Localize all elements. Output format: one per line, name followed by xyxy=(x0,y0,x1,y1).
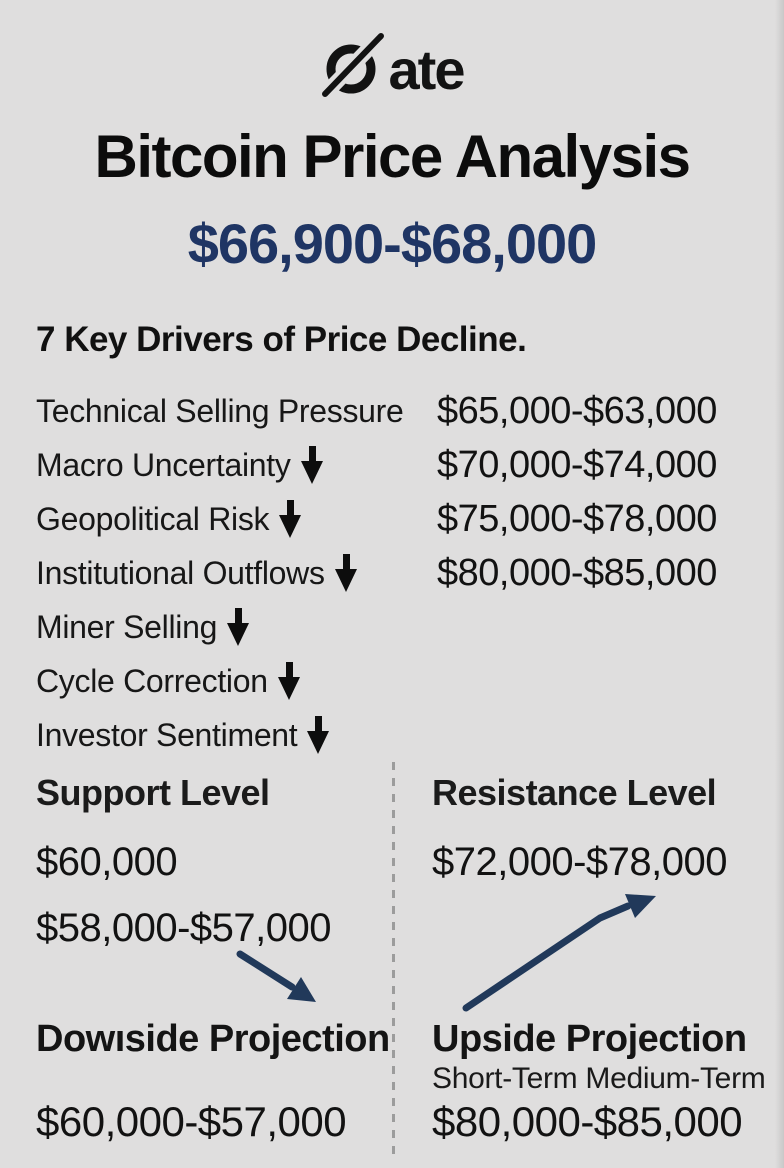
down-arrow-icon xyxy=(278,662,300,700)
down-arrow-icon xyxy=(301,446,323,484)
upside-projection-value: $80,000-$85,000 xyxy=(432,1098,743,1145)
driver-label: Cycle Correction xyxy=(36,662,268,699)
driver-price-range: $65,000-$63,000 xyxy=(437,390,717,432)
driver-label: Technical Selling Pressure xyxy=(36,392,404,429)
driver-row xyxy=(36,654,764,708)
driver-price-range: $75,000-$78,000 xyxy=(437,498,717,540)
drivers-list xyxy=(36,384,764,762)
resistance-level-range: $72,000-$78,000 xyxy=(432,840,727,884)
driver-row xyxy=(36,384,764,438)
driver-label: Geopolitical Risk xyxy=(36,500,270,537)
support-level-secondary: $58,000-$57,000 xyxy=(36,906,331,950)
downside-projection-title: Dowıside Projection xyxy=(36,1018,390,1060)
page-title: Bitcoin Price Analysis xyxy=(94,123,690,190)
downside-trend-arrow-icon xyxy=(232,946,324,1010)
support-level-primary: $60,000 xyxy=(36,840,178,884)
down-arrow-icon xyxy=(279,500,301,538)
driver-price-range: $70,000-$74,000 xyxy=(437,444,717,486)
driver-row xyxy=(36,546,764,600)
support-level-title: Support Level xyxy=(36,772,270,813)
driver-label: Macro Uncertainty xyxy=(36,446,291,483)
driver-row xyxy=(36,492,764,546)
driver-row xyxy=(36,600,764,654)
driver-row xyxy=(36,708,764,762)
driver-price-range: $80,000-$85,000 xyxy=(437,552,717,594)
down-arrow-icon xyxy=(307,716,329,754)
dashed-column-divider xyxy=(392,762,395,1160)
upside-trend-arrow-icon xyxy=(452,884,668,1014)
logo-wordmark: ate xyxy=(388,38,464,101)
price-range-subtitle: $66,900-$68,000 xyxy=(187,212,597,275)
gate-logo xyxy=(0,32,784,101)
down-arrow-icon xyxy=(335,554,357,592)
down-arrow-icon xyxy=(227,608,249,646)
gate-circle-slash-icon xyxy=(321,32,387,98)
driver-label: Investor Sentiment xyxy=(36,716,298,753)
downside-projection-value: $60,000-$57,000 xyxy=(36,1098,347,1145)
driver-row xyxy=(36,438,764,492)
driver-label: Institutional Outflows xyxy=(36,554,325,591)
upside-projection-terms: Short-Term Medium-Term xyxy=(432,1062,766,1095)
upside-projection-title: Upside Projection xyxy=(432,1018,747,1060)
resistance-level-title: Resistance Level xyxy=(432,772,717,813)
drivers-heading: 7 Key Drivers of Price Decline. xyxy=(36,320,527,359)
driver-label: Miner Selling xyxy=(36,608,218,645)
